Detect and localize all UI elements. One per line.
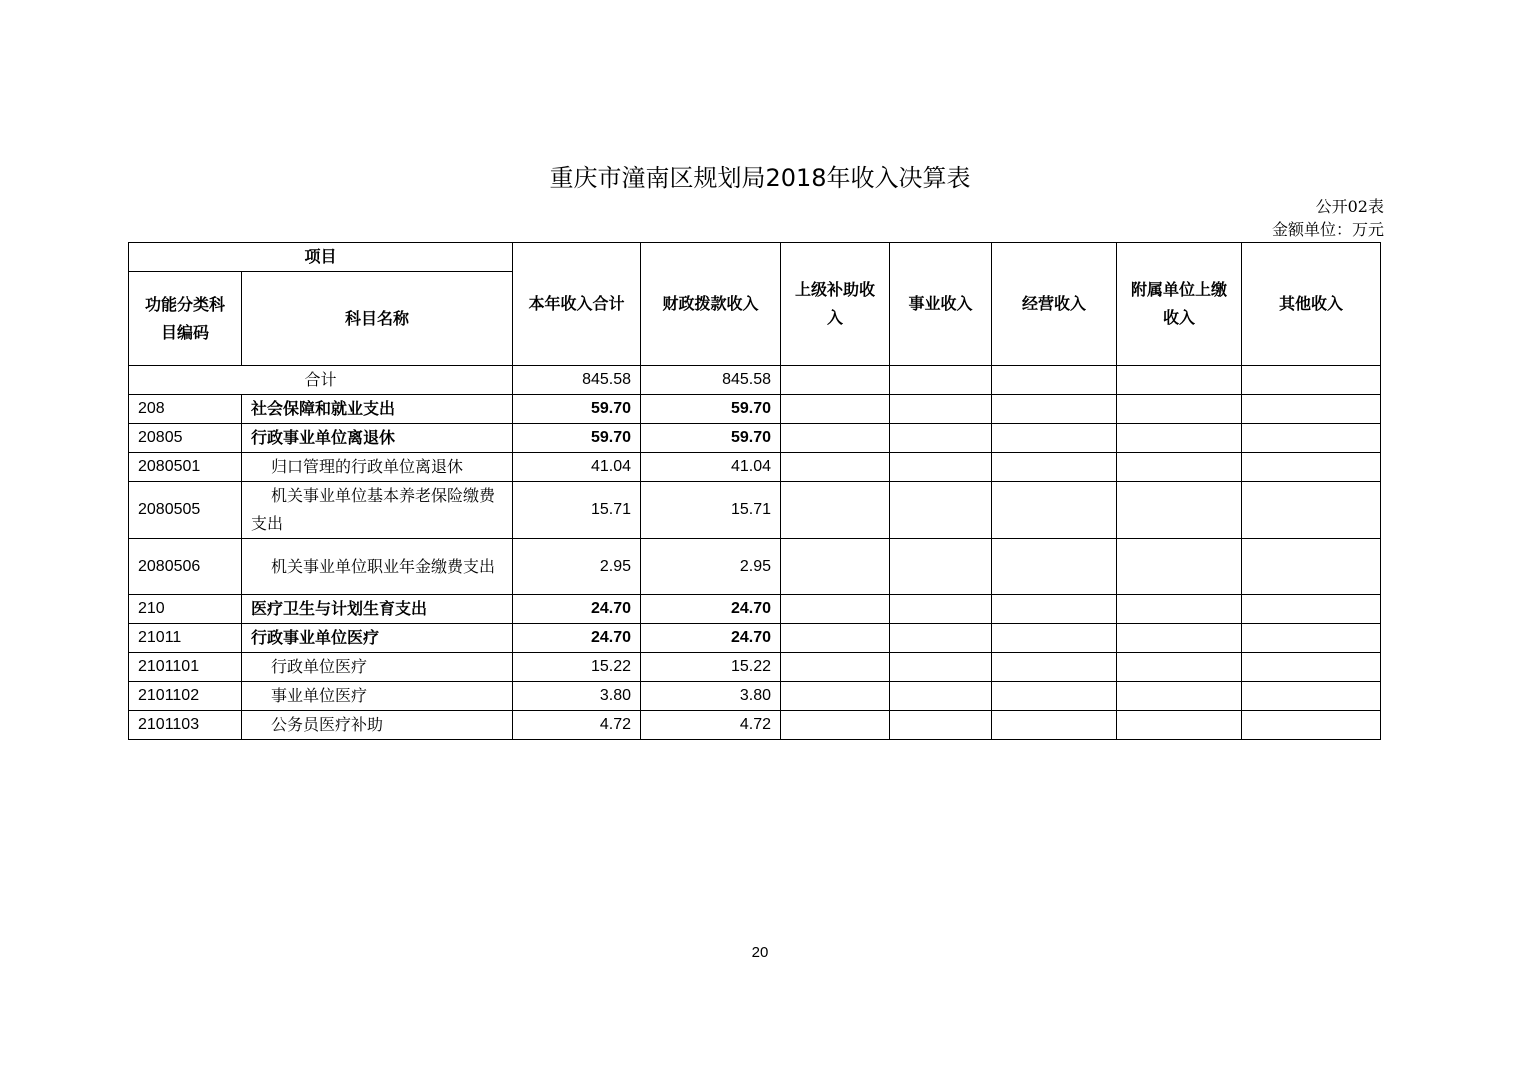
header-fiscal: 财政拨款收入: [641, 243, 781, 366]
header-operating: 经营收入: [992, 243, 1117, 366]
table-row: [129, 624, 1381, 653]
amount-unit: 金额单位：万元: [1271, 220, 1384, 239]
table-row: [129, 653, 1381, 682]
row-name: 医疗卫生与计划生育支出: [242, 595, 513, 624]
header-project: 项目: [129, 243, 513, 272]
row-name: 机关事业单位职业年金缴费支出: [242, 539, 513, 595]
total-row: [129, 366, 1381, 395]
table-row: [129, 539, 1381, 595]
header-business: 事业收入: [890, 243, 992, 366]
row-code: 2101102: [129, 682, 242, 711]
row-fiscal: 15.22: [641, 653, 781, 682]
row-total: 3.80: [513, 682, 641, 711]
row-name: 归口管理的行政单位离退休: [242, 453, 513, 482]
table-row: [129, 595, 1381, 624]
row-name: 社会保障和就业支出: [242, 395, 513, 424]
row-code: 208: [129, 395, 242, 424]
income-table: [128, 242, 1381, 740]
row-total: 24.70: [513, 595, 641, 624]
table-row: [129, 395, 1381, 424]
header-affiliated: 附属单位上缴收入: [1117, 243, 1242, 366]
row-code: 2080506: [129, 539, 242, 595]
row-fiscal: 59.70: [641, 424, 781, 453]
row-fiscal: 41.04: [641, 453, 781, 482]
row-name: 行政事业单位医疗: [242, 624, 513, 653]
total-fiscal-value: 845.58: [641, 366, 781, 395]
table-row: [129, 453, 1381, 482]
row-fiscal: 15.71: [641, 482, 781, 539]
row-total: 41.04: [513, 453, 641, 482]
header-superior: 上级补助收入: [781, 243, 890, 366]
row-total: 59.70: [513, 424, 641, 453]
row-total: 24.70: [513, 624, 641, 653]
row-total: 15.71: [513, 482, 641, 539]
row-name: 行政事业单位离退休: [242, 424, 513, 453]
row-code: 2101101: [129, 653, 242, 682]
form-number: 公开02表: [1315, 197, 1384, 216]
page-number: 20: [751, 944, 769, 961]
header-other: 其他收入: [1242, 243, 1381, 366]
row-fiscal: 3.80: [641, 682, 781, 711]
row-name: 公务员医疗补助: [242, 711, 513, 740]
row-code: 2080505: [129, 482, 242, 539]
total-income-value: 845.58: [513, 366, 641, 395]
row-total: 59.70: [513, 395, 641, 424]
row-fiscal: 59.70: [641, 395, 781, 424]
table-row: [129, 424, 1381, 453]
row-total: 15.22: [513, 653, 641, 682]
table-row: [129, 711, 1381, 740]
row-total: 4.72: [513, 711, 641, 740]
row-code: 2101103: [129, 711, 242, 740]
table-row: [129, 682, 1381, 711]
row-code: 210: [129, 595, 242, 624]
row-name: 行政单位医疗: [242, 653, 513, 682]
row-name: 事业单位医疗: [242, 682, 513, 711]
row-fiscal: 2.95: [641, 539, 781, 595]
row-fiscal: 24.70: [641, 624, 781, 653]
row-fiscal: 4.72: [641, 711, 781, 740]
row-total: 2.95: [513, 539, 641, 595]
row-code: 21011: [129, 624, 242, 653]
row-code: 20805: [129, 424, 242, 453]
page-title: 重庆市潼南区规划局2018年收入决算表: [549, 164, 971, 192]
header-name: 科目名称: [242, 272, 513, 366]
table-row: [129, 482, 1381, 539]
header-code: 功能分类科目编码: [129, 272, 242, 366]
total-label: 合计: [129, 366, 513, 395]
row-code: 2080501: [129, 453, 242, 482]
row-name: 机关事业单位基本养老保险缴费支出: [242, 482, 513, 539]
header-total-income: 本年收入合计: [513, 243, 641, 366]
row-fiscal: 24.70: [641, 595, 781, 624]
